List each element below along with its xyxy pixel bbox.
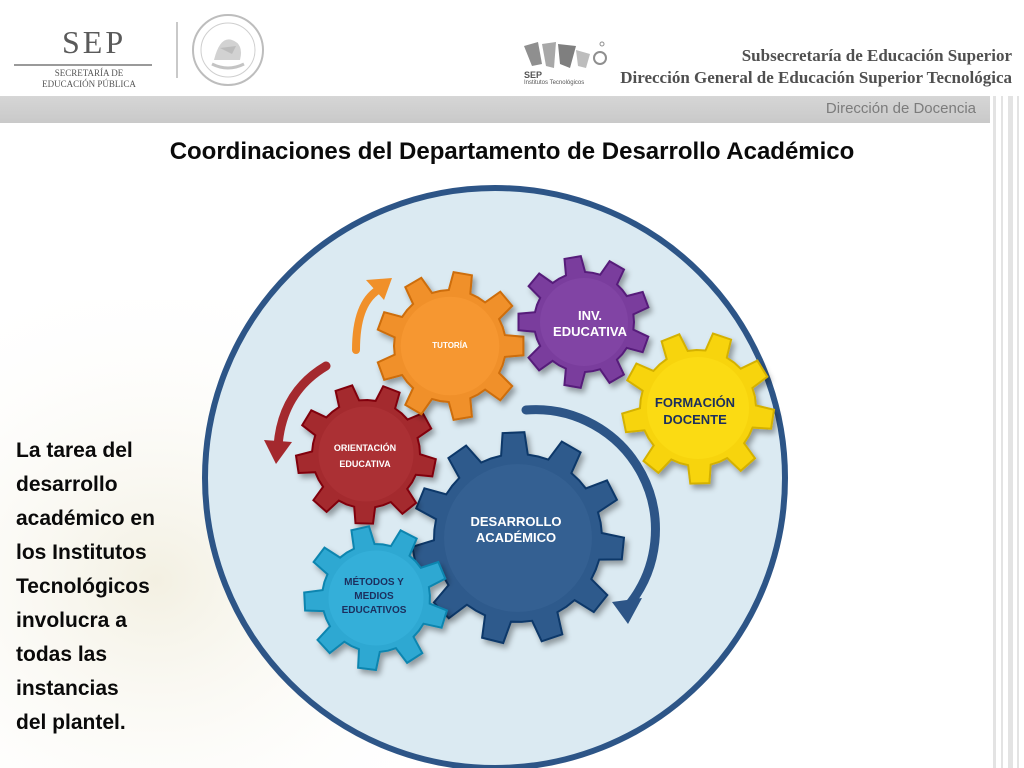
left-text-line: académico en (16, 507, 155, 530)
gear-desarrollo-line2: ACADÉMICO (475, 530, 557, 545)
gear-metodos-line1: MÉTODOS Y (344, 577, 404, 588)
left-text-line: Tecnológicos (16, 575, 150, 598)
gear-orientacion-line2: EDUCATIVA (339, 459, 391, 469)
left-text-line: del plantel. (16, 711, 126, 734)
left-text-line: los Institutos (16, 541, 147, 564)
gear-orientacion-label (320, 440, 410, 472)
left-text-line: instancias (16, 677, 119, 700)
subsecretaria-heading: Subsecretaría de Educación Superior (741, 46, 1012, 65)
gear-metodos-line3: EDUCATIVOS (341, 605, 407, 616)
gear-formacion-docente-line2: DOCENTE (663, 412, 727, 427)
gear-desarrollo-label (456, 514, 576, 546)
band-title: Dirección de Docencia (825, 100, 976, 117)
left-description (16, 434, 196, 740)
gear-formacion-docente-label (640, 394, 750, 428)
left-text-line: desarrollo (16, 473, 118, 496)
sep-logo-word: SEP (62, 24, 127, 60)
gear-tutoria-label: TUTORÍA (432, 341, 468, 350)
gear-desarrollo-line1: DESARROLLO (470, 514, 562, 529)
gear-orientacion-line1: ORIENTACIÓN (333, 443, 397, 453)
gear-inv-educativa-line1: INV. (577, 308, 603, 323)
left-text-line: todas las (16, 643, 108, 666)
gear-inv-educativa-label (540, 308, 640, 340)
gear-metodos-label (326, 576, 422, 618)
sep-tecnologicos-subtitle: Institutos Tecnológicos (524, 80, 585, 86)
gear-inv-educativa-line2: EDUCATIVA (553, 324, 627, 339)
sep-tecnologicos-word: SEP (524, 70, 543, 80)
page-title: Coordinaciones del Departamento de Desarrollo Académico (169, 138, 855, 165)
left-text-line: La tarea del (16, 439, 133, 462)
left-text-line: involucra a (16, 609, 127, 632)
gear-metodos-line2: MEDIOS (354, 591, 394, 602)
sep-logo-subtitle-1: SECRETARÍA DE (54, 68, 124, 78)
gear-formacion-docente-line1: FORMACIÓN (654, 395, 736, 410)
sep-logo-subtitle-2: EDUCACIÓN PÚBLICA (42, 79, 136, 89)
direccion-general-heading: Dirección General de Educación Superior Tecnológica (620, 68, 1012, 87)
